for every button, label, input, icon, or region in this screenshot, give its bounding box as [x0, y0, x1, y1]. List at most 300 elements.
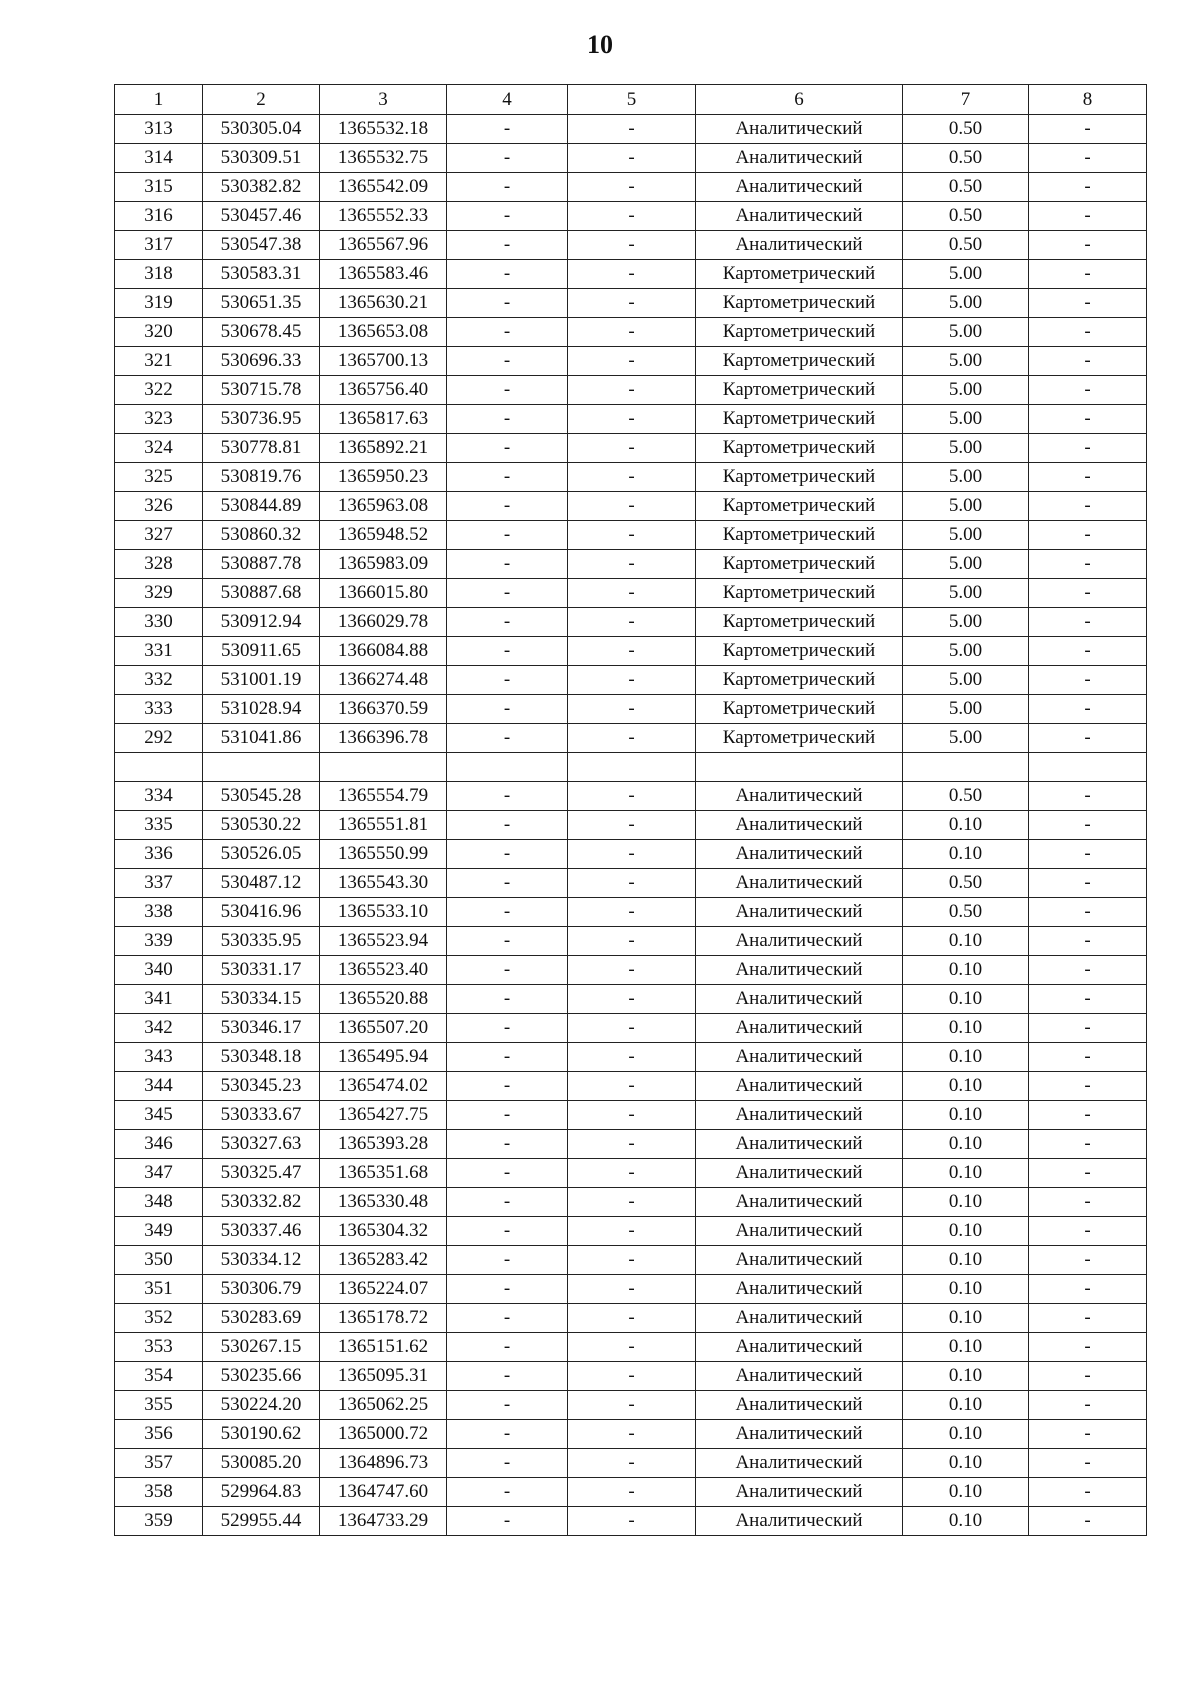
point-number-cell: 315 [115, 173, 203, 202]
point-number-cell: 330 [115, 608, 203, 637]
y-coordinate-cell: 1365523.40 [320, 956, 447, 985]
method-cell: Картометрический [696, 579, 903, 608]
col5-cell: - [568, 1188, 696, 1217]
method-cell: Картометрический [696, 347, 903, 376]
method-cell: Аналитический [696, 811, 903, 840]
col4-cell: - [447, 840, 568, 869]
table-row [115, 1130, 1147, 1159]
col5-cell: - [568, 550, 696, 579]
col5-cell: - [568, 1072, 696, 1101]
x-coordinate-cell: 530911.65 [203, 637, 320, 666]
y-coordinate-cell: 1365330.48 [320, 1188, 447, 1217]
accuracy-cell: 5.00 [903, 608, 1029, 637]
col5-cell: - [568, 1478, 696, 1507]
x-coordinate-cell: 531041.86 [203, 724, 320, 753]
table-row [115, 579, 1147, 608]
col4-cell: - [447, 637, 568, 666]
x-coordinate-cell: 530526.05 [203, 840, 320, 869]
method-cell: Аналитический [696, 1246, 903, 1275]
table-row [115, 753, 1147, 782]
col4-cell: - [447, 695, 568, 724]
col8-cell: - [1029, 666, 1147, 695]
point-number-cell: 319 [115, 289, 203, 318]
method-cell: Картометрический [696, 550, 903, 579]
table-row [115, 1304, 1147, 1333]
x-coordinate-cell: 530545.28 [203, 782, 320, 811]
point-number-cell: 316 [115, 202, 203, 231]
col5-cell: - [568, 434, 696, 463]
col4-cell: - [447, 1391, 568, 1420]
y-coordinate-cell: 1365550.99 [320, 840, 447, 869]
y-coordinate-cell: 1365474.02 [320, 1072, 447, 1101]
accuracy-cell: 0.50 [903, 782, 1029, 811]
x-coordinate-cell: 530331.17 [203, 956, 320, 985]
col5-cell: - [568, 347, 696, 376]
method-cell: Картометрический [696, 637, 903, 666]
point-number-cell: 339 [115, 927, 203, 956]
point-number-cell: 328 [115, 550, 203, 579]
x-coordinate-cell: 529955.44 [203, 1507, 320, 1536]
accuracy-cell: 0.10 [903, 1246, 1029, 1275]
col8-cell: - [1029, 434, 1147, 463]
method-cell: Картометрический [696, 521, 903, 550]
x-coordinate-cell: 530224.20 [203, 1391, 320, 1420]
table-row [115, 202, 1147, 231]
method-cell: Картометрический [696, 405, 903, 434]
col4-cell: - [447, 1188, 568, 1217]
header-row [115, 85, 1147, 115]
col4-cell [447, 753, 568, 782]
x-coordinate-cell: 530678.45 [203, 318, 320, 347]
col8-cell: - [1029, 1449, 1147, 1478]
point-number-cell: 343 [115, 1043, 203, 1072]
col5-cell: - [568, 1246, 696, 1275]
y-coordinate-cell: 1364896.73 [320, 1449, 447, 1478]
point-number-cell: 353 [115, 1333, 203, 1362]
accuracy-cell: 5.00 [903, 724, 1029, 753]
y-coordinate-cell: 1365224.07 [320, 1275, 447, 1304]
y-coordinate-cell: 1365700.13 [320, 347, 447, 376]
table-row [115, 260, 1147, 289]
col8-cell: - [1029, 695, 1147, 724]
y-coordinate-cell: 1365095.31 [320, 1362, 447, 1391]
x-coordinate-cell: 530887.68 [203, 579, 320, 608]
col8-cell: - [1029, 898, 1147, 927]
table-row [115, 318, 1147, 347]
col5-cell: - [568, 1333, 696, 1362]
point-number-cell: 321 [115, 347, 203, 376]
table-row [115, 492, 1147, 521]
point-number-cell: 320 [115, 318, 203, 347]
table-row [115, 1449, 1147, 1478]
method-cell: Аналитический [696, 1333, 903, 1362]
method-cell: Картометрический [696, 434, 903, 463]
point-number-cell: 340 [115, 956, 203, 985]
col4-cell: - [447, 1043, 568, 1072]
table-row [115, 1101, 1147, 1130]
x-coordinate-cell: 530860.32 [203, 521, 320, 550]
y-coordinate-cell: 1366029.78 [320, 608, 447, 637]
point-number-cell [115, 753, 203, 782]
col4-cell: - [447, 318, 568, 347]
col4-cell: - [447, 1101, 568, 1130]
y-coordinate-cell: 1365523.94 [320, 927, 447, 956]
accuracy-cell: 0.10 [903, 1217, 1029, 1246]
method-cell: Аналитический [696, 1072, 903, 1101]
col8-cell: - [1029, 1159, 1147, 1188]
col4-cell: - [447, 898, 568, 927]
table-row [115, 1333, 1147, 1362]
col4-cell: - [447, 260, 568, 289]
point-number-cell: 292 [115, 724, 203, 753]
table-row [115, 956, 1147, 985]
table-row [115, 173, 1147, 202]
x-coordinate-cell: 530346.17 [203, 1014, 320, 1043]
x-coordinate-cell: 531001.19 [203, 666, 320, 695]
y-coordinate-cell: 1366084.88 [320, 637, 447, 666]
method-cell: Аналитический [696, 173, 903, 202]
col4-cell: - [447, 1420, 568, 1449]
accuracy-cell [903, 753, 1029, 782]
col5-cell: - [568, 724, 696, 753]
x-coordinate-cell: 530416.96 [203, 898, 320, 927]
x-coordinate-cell: 530334.12 [203, 1246, 320, 1275]
accuracy-cell: 0.10 [903, 985, 1029, 1014]
col8-cell: - [1029, 1072, 1147, 1101]
accuracy-cell: 0.50 [903, 869, 1029, 898]
col8-cell: - [1029, 405, 1147, 434]
col4-cell: - [447, 1246, 568, 1275]
accuracy-cell: 0.50 [903, 144, 1029, 173]
col8-cell: - [1029, 637, 1147, 666]
col8-cell: - [1029, 318, 1147, 347]
y-coordinate-cell: 1365532.75 [320, 144, 447, 173]
y-coordinate-cell: 1365817.63 [320, 405, 447, 434]
y-coordinate-cell: 1366015.80 [320, 579, 447, 608]
method-cell: Картометрический [696, 376, 903, 405]
accuracy-cell: 5.00 [903, 695, 1029, 724]
col8-cell: - [1029, 347, 1147, 376]
point-number-cell: 333 [115, 695, 203, 724]
col5-cell: - [568, 608, 696, 637]
x-coordinate-cell: 529964.83 [203, 1478, 320, 1507]
col4-cell: - [447, 144, 568, 173]
col8-cell [1029, 753, 1147, 782]
col8-cell: - [1029, 1304, 1147, 1333]
col4-cell: - [447, 550, 568, 579]
table-row [115, 1478, 1147, 1507]
table-row [115, 1072, 1147, 1101]
col5-cell: - [568, 492, 696, 521]
column-header-7: 7 [903, 85, 1029, 115]
col4-cell: - [447, 1333, 568, 1362]
col8-cell: - [1029, 869, 1147, 898]
y-coordinate-cell: 1365554.79 [320, 782, 447, 811]
point-number-cell: 318 [115, 260, 203, 289]
col5-cell: - [568, 1420, 696, 1449]
col4-cell: - [447, 1130, 568, 1159]
accuracy-cell: 0.10 [903, 1391, 1029, 1420]
point-number-cell: 359 [115, 1507, 203, 1536]
point-number-cell: 347 [115, 1159, 203, 1188]
point-number-cell: 336 [115, 840, 203, 869]
x-coordinate-cell: 530325.47 [203, 1159, 320, 1188]
table-row [115, 608, 1147, 637]
col4-cell: - [447, 724, 568, 753]
table-row [115, 724, 1147, 753]
x-coordinate-cell: 530844.89 [203, 492, 320, 521]
col5-cell: - [568, 637, 696, 666]
point-number-cell: 338 [115, 898, 203, 927]
col5-cell: - [568, 1449, 696, 1478]
table-row [115, 898, 1147, 927]
col5-cell: - [568, 260, 696, 289]
table-row [115, 434, 1147, 463]
col4-cell: - [447, 782, 568, 811]
y-coordinate-cell: 1365542.09 [320, 173, 447, 202]
page-number: 10 [587, 30, 613, 59]
x-coordinate-cell: 530887.78 [203, 550, 320, 579]
y-coordinate-cell: 1365892.21 [320, 434, 447, 463]
col5-cell: - [568, 1043, 696, 1072]
method-cell: Аналитический [696, 231, 903, 260]
col5-cell: - [568, 1507, 696, 1536]
point-number-cell: 314 [115, 144, 203, 173]
method-cell: Аналитический [696, 1101, 903, 1130]
col8-cell: - [1029, 463, 1147, 492]
col5-cell: - [568, 1217, 696, 1246]
col8-cell: - [1029, 1101, 1147, 1130]
table-row [115, 1246, 1147, 1275]
col5-cell [568, 753, 696, 782]
x-coordinate-cell: 530778.81 [203, 434, 320, 463]
column-header-3: 3 [320, 85, 447, 115]
point-number-cell: 331 [115, 637, 203, 666]
x-coordinate-cell: 530334.15 [203, 985, 320, 1014]
col5-cell: - [568, 173, 696, 202]
col5-cell: - [568, 782, 696, 811]
col5-cell: - [568, 1159, 696, 1188]
table-row [115, 1275, 1147, 1304]
method-cell: Картометрический [696, 492, 903, 521]
x-coordinate-cell: 530348.18 [203, 1043, 320, 1072]
column-header-6: 6 [696, 85, 903, 115]
y-coordinate-cell: 1365000.72 [320, 1420, 447, 1449]
column-header-4: 4 [447, 85, 568, 115]
x-coordinate-cell: 530530.22 [203, 811, 320, 840]
table-row [115, 695, 1147, 724]
method-cell: Аналитический [696, 1420, 903, 1449]
y-coordinate-cell: 1365304.32 [320, 1217, 447, 1246]
method-cell: Аналитический [696, 1130, 903, 1159]
accuracy-cell: 0.10 [903, 811, 1029, 840]
y-coordinate-cell: 1365653.08 [320, 318, 447, 347]
accuracy-cell: 0.10 [903, 927, 1029, 956]
point-number-cell: 326 [115, 492, 203, 521]
point-number-cell: 345 [115, 1101, 203, 1130]
point-number-cell: 332 [115, 666, 203, 695]
point-number-cell: 313 [115, 115, 203, 144]
accuracy-cell: 0.10 [903, 1159, 1029, 1188]
col4-cell: - [447, 811, 568, 840]
col5-cell: - [568, 289, 696, 318]
x-coordinate-cell: 530382.82 [203, 173, 320, 202]
method-cell: Аналитический [696, 1014, 903, 1043]
col5-cell: - [568, 463, 696, 492]
point-number-cell: 357 [115, 1449, 203, 1478]
col4-cell: - [447, 1362, 568, 1391]
table-row [115, 811, 1147, 840]
y-coordinate-cell: 1365495.94 [320, 1043, 447, 1072]
accuracy-cell: 0.10 [903, 1014, 1029, 1043]
point-number-cell: 327 [115, 521, 203, 550]
col4-cell: - [447, 1304, 568, 1333]
table-row [115, 144, 1147, 173]
point-number-cell: 324 [115, 434, 203, 463]
method-cell: Картометрический [696, 666, 903, 695]
accuracy-cell: 5.00 [903, 637, 1029, 666]
x-coordinate-cell: 530583.31 [203, 260, 320, 289]
column-header-8: 8 [1029, 85, 1147, 115]
col5-cell: - [568, 840, 696, 869]
col4-cell: - [447, 1478, 568, 1507]
accuracy-cell: 0.10 [903, 1072, 1029, 1101]
col4-cell: - [447, 579, 568, 608]
x-coordinate-cell: 530327.63 [203, 1130, 320, 1159]
y-coordinate-cell: 1365393.28 [320, 1130, 447, 1159]
col8-cell: - [1029, 1246, 1147, 1275]
point-number-cell: 323 [115, 405, 203, 434]
method-cell: Аналитический [696, 1478, 903, 1507]
col8-cell: - [1029, 724, 1147, 753]
point-number-cell: 356 [115, 1420, 203, 1449]
col8-cell: - [1029, 1217, 1147, 1246]
y-coordinate-cell: 1366274.48 [320, 666, 447, 695]
table-row [115, 231, 1147, 260]
accuracy-cell: 0.10 [903, 1449, 1029, 1478]
method-cell: Картометрический [696, 695, 903, 724]
col4-cell: - [447, 869, 568, 898]
x-coordinate-cell: 530345.23 [203, 1072, 320, 1101]
col5-cell: - [568, 898, 696, 927]
col8-cell: - [1029, 1043, 1147, 1072]
y-coordinate-cell: 1365948.52 [320, 521, 447, 550]
x-coordinate-cell: 530305.04 [203, 115, 320, 144]
table-row [115, 405, 1147, 434]
y-coordinate-cell: 1365756.40 [320, 376, 447, 405]
accuracy-cell: 5.00 [903, 405, 1029, 434]
table-body [115, 115, 1147, 1536]
x-coordinate-cell: 530547.38 [203, 231, 320, 260]
method-cell: Аналитический [696, 869, 903, 898]
point-number-cell: 337 [115, 869, 203, 898]
col8-cell: - [1029, 550, 1147, 579]
point-number-cell: 346 [115, 1130, 203, 1159]
y-coordinate-cell: 1365507.20 [320, 1014, 447, 1043]
method-cell: Аналитический [696, 1391, 903, 1420]
y-coordinate-cell [320, 753, 447, 782]
table-row [115, 521, 1147, 550]
accuracy-cell: 0.10 [903, 1304, 1029, 1333]
col5-cell: - [568, 376, 696, 405]
x-coordinate-cell: 530651.35 [203, 289, 320, 318]
table-row [115, 115, 1147, 144]
col8-cell: - [1029, 1014, 1147, 1043]
accuracy-cell: 5.00 [903, 289, 1029, 318]
y-coordinate-cell: 1364733.29 [320, 1507, 447, 1536]
col5-cell: - [568, 405, 696, 434]
accuracy-cell: 0.10 [903, 1333, 1029, 1362]
x-coordinate-cell: 530912.94 [203, 608, 320, 637]
x-coordinate-cell: 530487.12 [203, 869, 320, 898]
col8-cell: - [1029, 579, 1147, 608]
y-coordinate-cell: 1365062.25 [320, 1391, 447, 1420]
accuracy-cell: 0.50 [903, 115, 1029, 144]
y-coordinate-cell: 1365551.81 [320, 811, 447, 840]
col4-cell: - [447, 202, 568, 231]
y-coordinate-cell: 1365283.42 [320, 1246, 447, 1275]
col5-cell: - [568, 695, 696, 724]
accuracy-cell: 0.10 [903, 1275, 1029, 1304]
col4-cell: - [447, 405, 568, 434]
y-coordinate-cell: 1365520.88 [320, 985, 447, 1014]
y-coordinate-cell: 1365963.08 [320, 492, 447, 521]
accuracy-cell: 0.50 [903, 231, 1029, 260]
col8-cell: - [1029, 231, 1147, 260]
col5-cell: - [568, 927, 696, 956]
col4-cell: - [447, 1072, 568, 1101]
method-cell [696, 753, 903, 782]
point-number-cell: 350 [115, 1246, 203, 1275]
method-cell: Картометрический [696, 260, 903, 289]
accuracy-cell: 0.10 [903, 1188, 1029, 1217]
col5-cell: - [568, 115, 696, 144]
col8-cell: - [1029, 1507, 1147, 1536]
point-number-cell: 352 [115, 1304, 203, 1333]
col8-cell: - [1029, 927, 1147, 956]
column-header-1: 1 [115, 85, 203, 115]
col4-cell: - [447, 956, 568, 985]
y-coordinate-cell: 1365533.10 [320, 898, 447, 927]
table-row [115, 1420, 1147, 1449]
col4-cell: - [447, 173, 568, 202]
x-coordinate-cell: 530306.79 [203, 1275, 320, 1304]
point-number-cell: 355 [115, 1391, 203, 1420]
col5-cell: - [568, 1304, 696, 1333]
point-number-cell: 325 [115, 463, 203, 492]
point-number-cell: 348 [115, 1188, 203, 1217]
table-row [115, 782, 1147, 811]
col5-cell: - [568, 666, 696, 695]
method-cell: Аналитический [696, 1507, 903, 1536]
method-cell: Аналитический [696, 1362, 903, 1391]
table-row [115, 289, 1147, 318]
method-cell: Аналитический [696, 927, 903, 956]
table-row [115, 376, 1147, 405]
column-header-5: 5 [568, 85, 696, 115]
accuracy-cell: 5.00 [903, 434, 1029, 463]
method-cell: Картометрический [696, 289, 903, 318]
x-coordinate-cell: 530235.66 [203, 1362, 320, 1391]
accuracy-cell: 5.00 [903, 463, 1029, 492]
x-coordinate-cell: 530283.69 [203, 1304, 320, 1333]
method-cell: Аналитический [696, 202, 903, 231]
col4-cell: - [447, 1449, 568, 1478]
method-cell: Аналитический [696, 898, 903, 927]
col8-cell: - [1029, 260, 1147, 289]
point-number-cell: 335 [115, 811, 203, 840]
col8-cell: - [1029, 202, 1147, 231]
